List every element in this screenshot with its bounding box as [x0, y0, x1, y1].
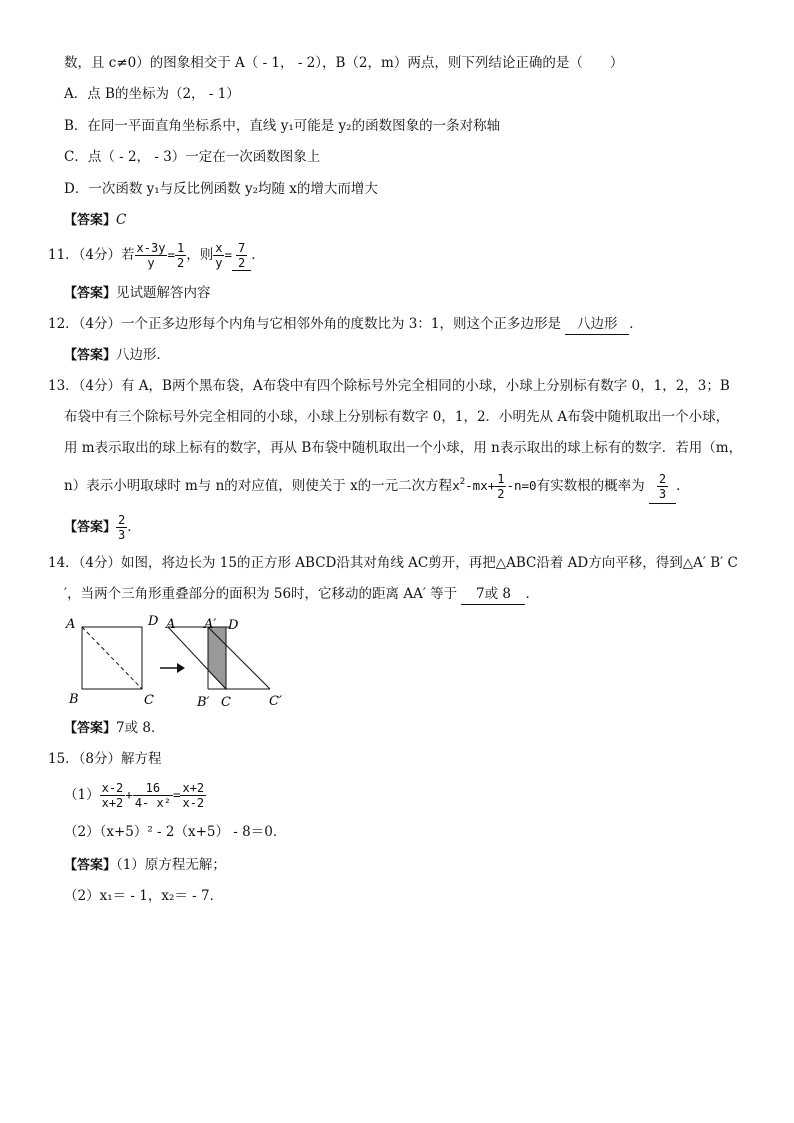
q14-answer-value: 7或 8．	[116, 720, 165, 736]
q15-part-1	[64, 778, 206, 812]
period: ．	[251, 247, 265, 263]
fraction-denominator: y	[215, 256, 223, 270]
fraction-numerator: 1	[176, 241, 185, 255]
fraction-numerator: x	[215, 241, 223, 255]
q10-answer-value: C	[116, 212, 127, 228]
q11-answer	[64, 283, 211, 304]
q14-text: ′，当两个三角形重叠部分的面积为 56时，它移动的距离 AA′ 等于	[64, 586, 458, 602]
period: ．	[629, 316, 643, 332]
q10-option-d: D．一次函数 y₁与反比例函数 y₂均随 x的增大而增大	[64, 181, 378, 197]
fraction-denominator: y	[147, 256, 155, 270]
plus-sign: +	[125, 787, 133, 802]
q10-stem: 数，且 c≠0）的图象相交于 A（ - 1， - 2），B（2，m）两点，则下列结论正确的是（ ）	[64, 55, 624, 71]
period: ．	[525, 586, 539, 602]
q15-answer-part-2: （2）x₁＝ - 1，x₂＝ - 7．	[64, 888, 224, 904]
fraction-denominator: x-2	[182, 796, 205, 810]
q13-answer-fraction	[116, 513, 127, 542]
answer-tag: 【答案】	[64, 286, 117, 301]
fraction-denominator: 4- x²	[134, 796, 171, 810]
q15-heading: 15．（8分）解方程	[48, 751, 162, 767]
q13-text: 有实数根的概率为	[536, 478, 645, 494]
label-b: B	[69, 692, 79, 707]
q10-option-c: C．点（ - 2， - 3）一定在一次函数图象上	[64, 149, 321, 165]
q12-stem	[48, 314, 643, 335]
fraction-numerator: x-3y	[136, 241, 166, 255]
q13-answer	[64, 510, 141, 545]
label-d: D	[148, 614, 159, 629]
q13-answer-blank	[649, 469, 676, 504]
eq-exponent: 2	[459, 477, 466, 487]
q15-fraction-2	[133, 781, 173, 810]
answer-tag: 【答案】	[64, 520, 117, 535]
eq-variable: x	[452, 478, 460, 493]
label-c-prime: C′	[269, 694, 282, 709]
answer-tag: 【答案】	[64, 213, 117, 228]
equals-sign: =	[172, 787, 181, 802]
diagonal-ac	[82, 627, 142, 689]
q12-answer-blank: 八边形	[565, 314, 629, 335]
period: ．	[676, 478, 690, 494]
fraction-denominator: 2	[237, 256, 246, 270]
fraction-denominator: 2	[497, 487, 505, 501]
arrow-icon	[177, 663, 185, 673]
label-a: A	[66, 617, 76, 632]
q14-line-2	[64, 584, 539, 605]
label-d-right: D	[228, 618, 239, 633]
q14-answer-blank: 7或 8	[461, 584, 525, 605]
fraction-denominator: x+2	[101, 796, 124, 810]
eq-term: -mx+	[465, 478, 496, 493]
q14-line-1: 14．（4分）如图，将边长为 15的正方形 ABCD沿其对角线 AC剪开，再把△ABC沿着 AD方向平移，得到△A′ B′ C	[48, 555, 738, 571]
q11-answer-value: 见试题解答内容	[116, 285, 211, 301]
label-b-prime: B′	[197, 695, 210, 710]
fraction-numerator: 2	[658, 472, 667, 486]
q13-line-1: 13．（4分）有 A，B两个黑布袋，A布袋中有四个除标号外完全相同的小球，小球上分别标有数字 0，1，2，3；B	[48, 378, 730, 394]
q11-fraction-4	[236, 241, 247, 270]
q11-fraction-1	[135, 241, 168, 270]
fraction-denominator: 2	[176, 256, 185, 270]
q15-fraction-1	[100, 781, 126, 810]
fraction-numerator: x-2	[101, 781, 124, 795]
label-a-right: A	[166, 617, 176, 632]
q13-equation	[452, 472, 537, 501]
q13-line-2: 布袋中有三个除标号外完全相同的小球，小球上分别标有数字 0，1，2．小明先从 A布袋中随机取出一个小球，	[64, 409, 730, 425]
q15-fraction-3	[180, 781, 206, 810]
q13-line-4	[64, 465, 690, 504]
equals-sign: =	[167, 247, 175, 262]
q10-answer	[64, 210, 126, 231]
q11-answer-blank	[232, 240, 251, 271]
q11-number: 11．（4分）若	[48, 247, 135, 263]
fraction-numerator: x+2	[182, 781, 205, 795]
q11-fraction-3	[213, 241, 224, 270]
equals-sign: =	[224, 247, 232, 262]
q14-figure	[60, 612, 300, 712]
label-c: C	[144, 693, 154, 708]
q11-text: ，则	[186, 247, 214, 263]
label-c-right: C	[221, 695, 231, 710]
q11-stem	[48, 240, 265, 271]
q12-answer	[64, 345, 170, 366]
answer-tag: 【答案】	[64, 348, 117, 363]
q12-text: 12．（4分）一个正多边形每个内角与它相邻外角的度数比为 3：1，则这个正多边形是	[48, 316, 561, 332]
q15-answer-part-1: （1）原方程无解；	[116, 857, 226, 873]
q13-text: n）表示小明取球时 m与 n的对应值，则使关于 x的一元二次方程	[64, 478, 453, 494]
q15-part-label: （1）	[64, 787, 100, 803]
fraction-numerator: 7	[237, 241, 246, 255]
fraction-numerator: 2	[118, 513, 126, 527]
q12-answer-value: 八边形．	[116, 347, 171, 363]
q13-eq-fraction	[495, 472, 506, 501]
q14-answer	[64, 718, 165, 739]
fraction-denominator: 3	[658, 487, 667, 501]
q15-answer	[64, 855, 226, 876]
q10-option-a: A．点 B的坐标为（2， - 1）	[64, 86, 240, 102]
fraction-numerator: 16	[133, 781, 173, 796]
answer-tag: 【答案】	[64, 858, 117, 873]
fraction-denominator: 3	[118, 528, 126, 542]
q10-option-b: B．在同一平面直角坐标系中，直线 y₁可能是 y₂的函数图象的一条对称轴	[64, 118, 501, 134]
q11-fraction-2	[175, 241, 186, 270]
label-a-prime: A′	[204, 617, 217, 632]
q13-line-3: 用 m表示取出的球上标有的数字，再从 B布袋中随机取出一个小球，用 n表示取出的球上标有的数字．若用（m，	[64, 440, 743, 456]
period: ．	[127, 519, 141, 535]
answer-tag: 【答案】	[64, 721, 117, 736]
fraction-numerator: 1	[497, 472, 505, 486]
q13-blank-fraction	[657, 472, 668, 501]
q15-part-2: （2）（x+5）² - 2（x+5） - 8＝0．	[64, 824, 287, 840]
eq-term: -n=0	[506, 478, 537, 493]
